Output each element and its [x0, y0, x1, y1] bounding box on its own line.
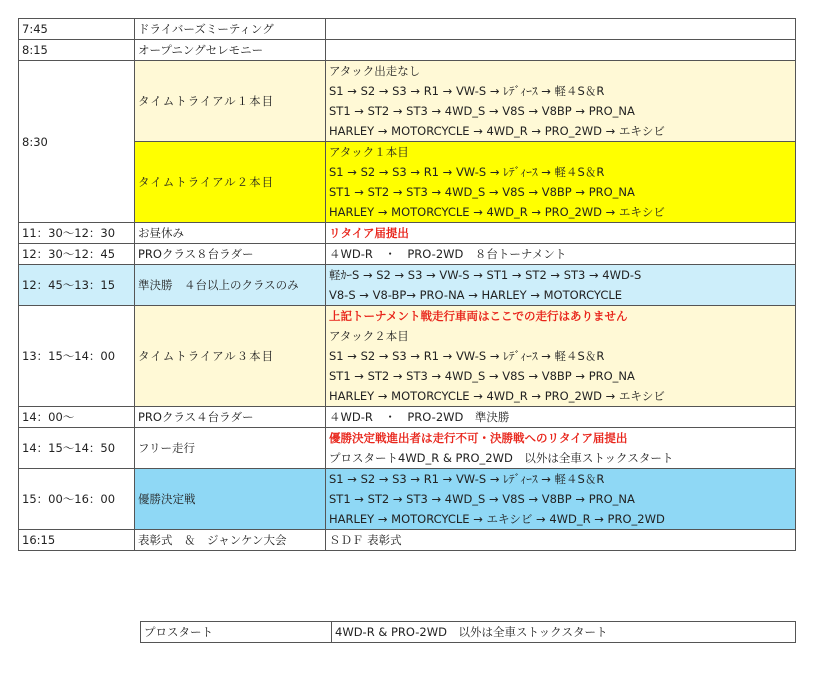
- details-cell: [326, 142, 796, 223]
- time-cell: 12：45〜13：15: [19, 265, 135, 306]
- detail-line: S1 → S2 → S3 → R1 → VW-S → ﾚﾃﾞｨｰｽ → 軽４S＆R: [329, 84, 605, 98]
- detail-line: HARLEY → MOTORCYCLE → 4WD_R → PRO_2WD → エキシビ: [329, 205, 665, 219]
- detail-line: 軽ｶｰS → S2 → S3 → VW-S → ST1 → ST2 → ST3 → 4WD-S: [329, 268, 642, 282]
- time-cell: 13：15〜14：00: [19, 306, 135, 407]
- detail-line: S1 → S2 → S3 → R1 → VW-S → ﾚﾃﾞｨｰｽ → 軽４S＆R: [329, 349, 605, 363]
- details-cell: [326, 19, 796, 40]
- detail-line: ST1 → ST2 → ST3 → 4WD_S → V8S → V8BP → PRO_NA: [329, 492, 635, 506]
- schedule-table: [18, 18, 796, 551]
- detail-line: ST1 → ST2 → ST3 → 4WD_S → V8S → V8BP → PRO_NA: [329, 104, 635, 118]
- table-row: [19, 265, 796, 306]
- detail-line: HARLEY → MOTORCYCLE → エキシビ → 4WD_R → PRO_2WD: [329, 512, 665, 526]
- note-label: プロスタート: [141, 622, 332, 643]
- time-cell: 7:45: [19, 19, 135, 40]
- detail-line: ST1 → ST2 → ST3 → 4WD_S → V8S → V8BP → PRO_NA: [329, 185, 635, 199]
- pro-start-note: [140, 621, 796, 643]
- detail-line: HARLEY → MOTORCYCLE → 4WD_R → PRO_2WD → エキシビ: [329, 389, 665, 403]
- event-cell: フリー走行: [135, 428, 326, 469]
- details-cell: [326, 61, 796, 142]
- table-row: [19, 244, 796, 265]
- time-cell: 12：30〜12：45: [19, 244, 135, 265]
- alert-text: リタイア届提出: [329, 226, 409, 240]
- details-cell: ４WD-R ・ PRO-2WD 準決勝: [326, 407, 796, 428]
- detail-line: ST1 → ST2 → ST3 → 4WD_S → V8S → V8BP → PRO_NA: [329, 369, 635, 383]
- detail-line: HARLEY → MOTORCYCLE → 4WD_R → PRO_2WD → エキシビ: [329, 124, 665, 138]
- time-cell: 14：15〜14：50: [19, 428, 135, 469]
- event-cell: 表彰式 ＆ ジャンケン大会: [135, 530, 326, 551]
- details-cell: [326, 428, 796, 469]
- detail-line: アタック出走なし: [329, 64, 421, 78]
- time-cell: 16:15: [19, 530, 135, 551]
- details-cell: [326, 306, 796, 407]
- table-row: [19, 19, 796, 40]
- event-cell: オープニングセレモニー: [135, 40, 326, 61]
- time-cell: 15：00〜16：00: [19, 469, 135, 530]
- time-cell: 8:30: [19, 61, 135, 223]
- table-row: [19, 142, 796, 223]
- event-cell: 準決勝 ４台以上のクラスのみ: [135, 265, 326, 306]
- event-cell: PROクラス４台ラダー: [135, 407, 326, 428]
- detail-line: S1 → S2 → S3 → R1 → VW-S → ﾚﾃﾞｨｰｽ → 軽４S＆R: [329, 472, 605, 486]
- event-cell: ドライバーズミーティング: [135, 19, 326, 40]
- event-cell: PROクラス８台ラダー: [135, 244, 326, 265]
- detail-line: アタック２本目: [329, 329, 409, 343]
- time-cell: 8:15: [19, 40, 135, 61]
- event-cell: タイムトライアル２本目: [135, 142, 326, 223]
- table-row: [19, 469, 796, 530]
- alert-text: 優勝決定戦進出者は走行不可・決勝戦へのリタイア届提出: [329, 431, 628, 445]
- details-cell: [326, 40, 796, 61]
- details-cell: ４WD-R ・ PRO-2WD ８台トーナメント: [326, 244, 796, 265]
- note-text: 4WD-R & PRO-2WD 以外は全車ストックスタート: [332, 622, 796, 643]
- details-cell: ＳＤＦ 表彰式: [326, 530, 796, 551]
- time-cell: 14：00〜: [19, 407, 135, 428]
- event-cell: タイムトライアル３本目: [135, 306, 326, 407]
- details-cell: [326, 469, 796, 530]
- table-row: [19, 428, 796, 469]
- detail-line: アタック１本目: [329, 145, 409, 159]
- event-cell: 優勝決定戦: [135, 469, 326, 530]
- table-row: [19, 407, 796, 428]
- table-row: [19, 306, 796, 407]
- time-cell: 11：30〜12：30: [19, 223, 135, 244]
- table-row: [19, 223, 796, 244]
- event-cell: お昼休み: [135, 223, 326, 244]
- detail-line: V8-S → V8-BP→ PRO-NA → HARLEY → MOTORCYCLE: [329, 288, 623, 302]
- table-row: [19, 61, 796, 142]
- details-cell: [326, 265, 796, 306]
- table-row: [141, 622, 796, 643]
- detail-line: プロスタート4WD_R & PRO_2WD 以外は全車ストックスタート: [329, 451, 674, 465]
- alert-text: 上記トーナメント戦走行車両はここでの走行はありません: [329, 309, 628, 323]
- event-cell: タイムトライアル１本目: [135, 61, 326, 142]
- detail-line: S1 → S2 → S3 → R1 → VW-S → ﾚﾃﾞｨｰｽ → 軽４S＆R: [329, 165, 605, 179]
- details-cell: [326, 223, 796, 244]
- table-row: [19, 40, 796, 61]
- table-row: [19, 530, 796, 551]
